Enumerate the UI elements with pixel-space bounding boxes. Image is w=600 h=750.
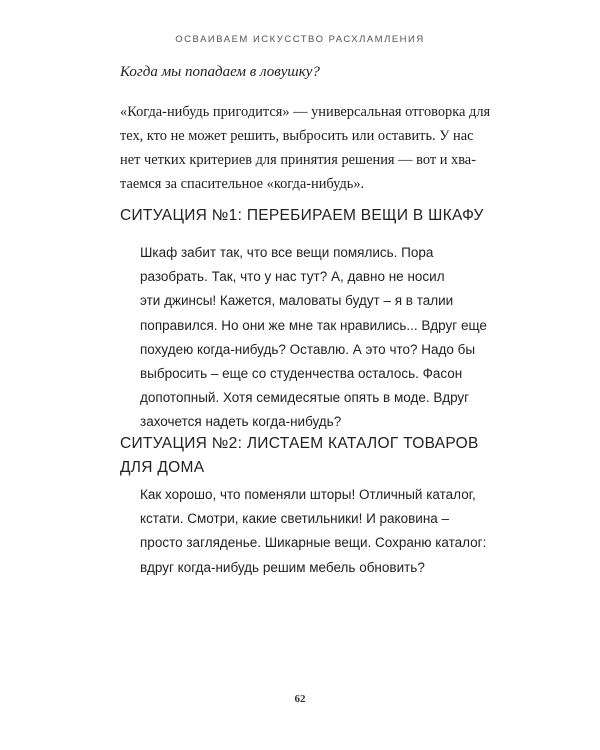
intro-paragraph [120,100,490,196]
paragraph-line: похудею когда-нибудь? Оставлю. А это что? Надо бы [140,341,476,357]
paragraph-line: Шкаф забит так, что все вещи помялись. Пора [140,245,434,260]
page-number: 62 [294,693,306,705]
paragraph-line: вдруг когда-нибудь решим мебель обновить? [140,559,425,575]
paragraph-line: таемся за спасительное «когда-нибудь». [120,176,365,192]
paragraph-line: «Когда-нибудь пригодится» — универсальная отговорка для [120,104,491,120]
paragraph-line: поправился. Но они же мне так нравились... Вдруг еще [140,317,487,333]
situation-1-heading [120,204,510,228]
paragraph-line: разобрать. Так, что у нас тут? А, давно не носил [140,269,445,285]
heading-line: СИТУАЦИЯ №2: ЛИСТАЕМ КАТАЛОГ ТОВАРОВ [120,435,479,452]
paragraph-line: кстати. Смотри, какие светильники! И раковина – [140,511,450,527]
situation-2-heading [120,432,510,480]
running-head: ОСВАИВАЕМ ИСКУССТВО РАСХЛАМЛЕНИЯ [175,34,425,45]
situation-1-text [140,241,500,435]
heading-line: СИТУАЦИЯ №1: ПЕРЕБИРАЕМ ВЕЩИ В ШКАФУ [120,207,484,224]
situation-2-text [140,483,500,580]
heading-line: ДЛЯ ДОМА [120,459,205,476]
paragraph-line: нет четких критериев для принятия решения — вот и хва- [120,152,476,168]
paragraph-line: выбросить – еще со студенчества осталось. Фасон [140,366,463,382]
paragraph-line: тех, кто не может решить, выбросить или оставить. У нас [120,128,474,144]
paragraph-line: захочется надеть когда-нибудь? [140,414,342,430]
paragraph-line: просто загляденье. Шикарные вещи. Сохраню каталог: [140,535,487,551]
intro-question: Когда мы попадаем в ловушку? [120,64,320,80]
paragraph-line: допотопный. Хотя семидесятые опять в моде. Вдруг [140,390,470,406]
paragraph-line: эти джинсы! Кажется, маловаты будут – я в талии [140,293,454,309]
paragraph-line: Как хорошо, что поменяли шторы! Отличный каталог, [140,487,476,502]
